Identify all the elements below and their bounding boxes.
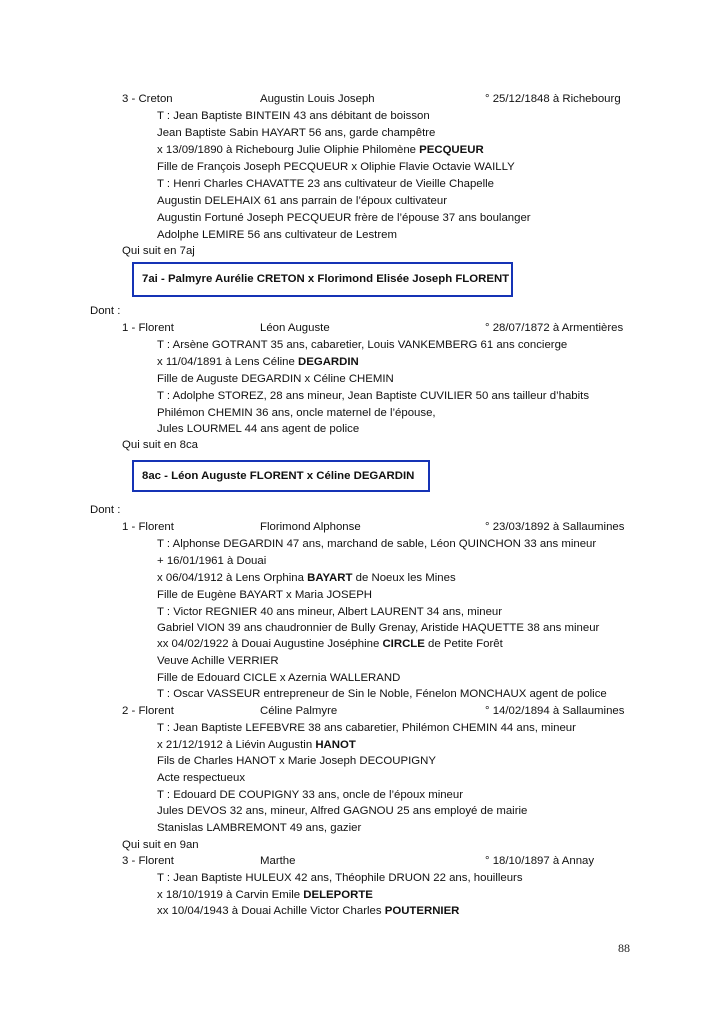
follow-reference: Qui suit en 7aj xyxy=(122,245,195,257)
follow-reference: Qui suit en 8ca xyxy=(122,439,198,451)
marriage-line xyxy=(157,737,356,753)
entry-given-names: Florimond Alphonse xyxy=(260,521,361,533)
parents-line: Fils de Charles HANOT x Marie Joseph DECOUPIGNY xyxy=(157,755,436,767)
marriage-text: x 21/12/1912 à Liévin Augustin xyxy=(157,739,316,751)
spouse-surname: PECQUEUR xyxy=(419,144,484,156)
entry-number: 3 - Florent xyxy=(122,855,174,867)
witness-line: Philémon CHEMIN 36 ans, oncle maternel de l’épouse, xyxy=(157,407,436,419)
marriage-line xyxy=(157,354,359,370)
witness-line: T : Henri Charles CHAVATTE 23 ans cultivateur de Vieille Chapelle xyxy=(157,178,495,190)
witness-line: T : Jean Baptiste BINTEIN 43 ans débitant de boisson xyxy=(157,110,430,122)
spouse-surname: DEGARDIN xyxy=(298,356,359,368)
witness-line: T : Alphonse DEGARDIN 47 ans, marchand de sable, Léon QUINCHON 33 ans mineur xyxy=(157,538,597,550)
witness-line: T : Edouard DE COUPIGNY 33 ans, oncle de l’époux mineur xyxy=(157,789,464,801)
marriage-text: x 18/10/1919 à Carvin Emile xyxy=(157,889,304,901)
page-number: 88 xyxy=(618,941,630,955)
witness-line: Jules LOURMEL 44 ans agent de police xyxy=(157,423,360,435)
marriage-text: x 13/09/1890 à Richebourg Julie Oliphie Philomène xyxy=(157,144,420,156)
parents-line: Fille de François Joseph PECQUEUR x Oliphie Flavie Octavie WAILLY xyxy=(157,161,515,173)
entry-number: 1 - Florent xyxy=(122,322,174,334)
spouse-surname: POUTERNIER xyxy=(384,905,460,917)
spouse-surname: CIRCLE xyxy=(382,638,425,650)
note-line: Acte respectueux xyxy=(157,772,246,784)
witness-line: Augustin DELEHAIX 61 ans parrain de l’époux cultivateur xyxy=(157,195,447,207)
spouse-surname: HANOT xyxy=(315,739,356,751)
marriage-place: de Petite Forêt xyxy=(424,638,503,650)
entry-birth: ° 23/03/1892 à Sallaumines xyxy=(485,521,625,533)
dont-label: Dont : xyxy=(90,504,121,516)
marriage-place: de Noeux les Mines xyxy=(352,572,456,584)
marriage-line xyxy=(157,887,373,903)
witness-line: Jules DEVOS 32 ans, mineur, Alfred GAGNOU 25 ans employé de mairie xyxy=(157,805,528,817)
dont-label: Dont : xyxy=(90,305,121,317)
witness-line: T : Jean Baptiste LEFEBVRE 38 ans cabaretier, Philémon CHEMIN 44 ans, mineur xyxy=(157,722,576,734)
generation-heading: 7ai - Palmyre Aurélie CRETON x Florimond Elisée Joseph FLORENT xyxy=(142,273,510,285)
witness-line: T : Jean Baptiste HULEUX 42 ans, Théophile DRUON 22 ans, houilleurs xyxy=(157,872,523,884)
entry-number: 2 - Florent xyxy=(122,705,174,717)
entry-birth: ° 14/02/1894 à Sallaumines xyxy=(485,705,625,717)
entry-given-names: Augustin Louis Joseph xyxy=(260,93,375,105)
witness-line: T : Victor REGNIER 40 ans mineur, Albert LAURENT 34 ans, mineur xyxy=(157,606,503,618)
witness-line: Jean Baptiste Sabin HAYART 56 ans, garde champêtre xyxy=(157,127,436,139)
entry-given-names: Léon Auguste xyxy=(260,322,330,334)
witness-line: T : Adolphe STOREZ, 28 ans mineur, Jean Baptiste CUVILIER 50 ans tailleur d’habits xyxy=(157,390,590,402)
marriage-line xyxy=(157,903,459,919)
entry-number: 1 - Florent xyxy=(122,521,174,533)
entry-given-names: Céline Palmyre xyxy=(260,705,338,717)
entry-birth: ° 18/10/1897 à Annay xyxy=(485,855,595,867)
spouse-surname: DELEPORTE xyxy=(303,889,373,901)
marriage-text: xx 04/02/1922 à Douai Augustine Joséphine xyxy=(157,638,383,650)
witness-line: Stanislas LAMBREMONT 49 ans, gazier xyxy=(157,822,362,834)
marriage-line xyxy=(157,570,456,586)
entry-birth: ° 28/07/1872 à Armentières xyxy=(485,322,624,334)
spouse-surname: BAYART xyxy=(307,572,353,584)
marriage-text: x 06/04/1912 à Lens Orphina xyxy=(157,572,308,584)
witness-line: Augustin Fortuné Joseph PECQUEUR frère de l’épouse 37 ans boulanger xyxy=(157,212,531,224)
marriage-line xyxy=(157,636,503,652)
generation-heading: 8ac - Léon Auguste FLORENT x Céline DEGARDIN xyxy=(142,470,415,482)
follow-reference: Qui suit en 9an xyxy=(122,839,199,851)
parents-line: Fille de Edouard CICLE x Azernia WALLERAND xyxy=(157,672,401,684)
witness-line: Gabriel VION 39 ans chaudronnier de Bully Grenay, Aristide HAQUETTE 38 ans mineur xyxy=(157,622,600,634)
marriage-text: x 11/04/1891 à Lens Céline xyxy=(157,356,299,368)
entry-birth: ° 25/12/1848 à Richebourg xyxy=(485,93,621,105)
entry-number: 3 - Creton xyxy=(122,93,173,105)
entry-given-names: Marthe xyxy=(260,855,296,867)
witness-line: T : Arsène GOTRANT 35 ans, cabaretier, Louis VANKEMBERG 61 ans concierge xyxy=(157,339,568,351)
witness-line: Adolphe LEMIRE 56 ans cultivateur de Lestrem xyxy=(157,229,397,241)
marriage-text: xx 10/04/1943 à Douai Achille Victor Charles xyxy=(157,905,385,917)
parents-line: Fille de Auguste DEGARDIN x Céline CHEMIN xyxy=(157,373,394,385)
marriage-line xyxy=(157,142,484,158)
witness-line: T : Oscar VASSEUR entrepreneur de Sin le Noble, Fénelon MONCHAUX agent de police xyxy=(157,688,607,700)
death-line: + 16/01/1961 à Douai xyxy=(157,555,267,567)
note-line: Veuve Achille VERRIER xyxy=(157,655,279,667)
parents-line: Fille de Eugène BAYART x Maria JOSEPH xyxy=(157,589,373,601)
